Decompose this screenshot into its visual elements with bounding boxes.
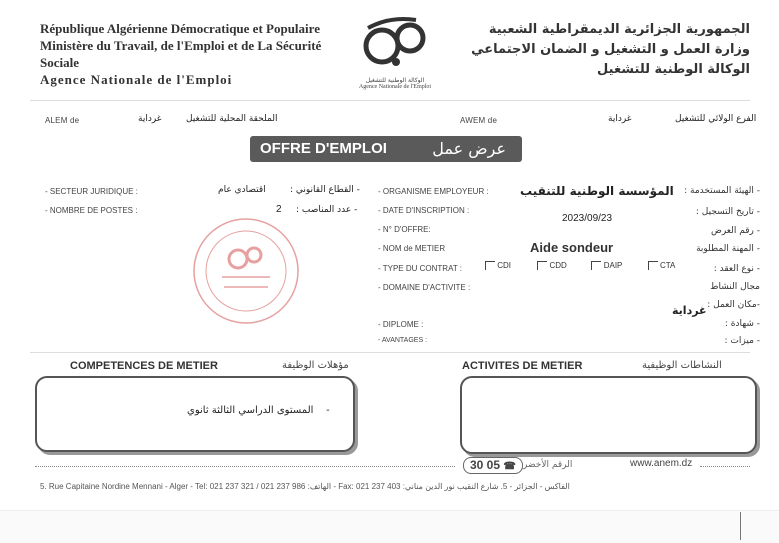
alem-ar-label: الملحقة المحلية للتشغيل	[186, 114, 278, 124]
organisme-label: - ORGANISME EMPLOYEUR :	[378, 187, 489, 196]
activites-box	[460, 376, 757, 454]
phone-icon: ☎	[503, 461, 516, 472]
offre-label: - N° D'OFFRE:	[378, 225, 431, 234]
metier-label: - NOM de METIER	[378, 244, 446, 253]
header-divider	[30, 100, 750, 101]
metier-ar-label: - المهنة المطلوبة	[696, 244, 760, 254]
activites-title: ACTIVITES DE METIER	[462, 360, 583, 372]
postes-value: 2	[276, 204, 282, 215]
awem-ar-label: الفرع الولائي للتشغيل	[675, 114, 757, 124]
awem-label: AWEM de	[460, 116, 498, 125]
official-stamp	[190, 215, 302, 327]
green-number-value: 30 05	[470, 458, 501, 472]
contrat-label: - TYPE DU CONTRAT :	[378, 264, 463, 273]
organisme-ar-label: - الهيئة المستخدمة :	[684, 186, 760, 196]
diplome-ar-label: - شهادة :	[724, 319, 760, 329]
metier-value: Aide sondeur	[530, 240, 614, 255]
footer-line-right	[700, 466, 750, 467]
competences-text: المستوى الدراسي الثالثة ثانوي	[187, 405, 314, 416]
website[interactable]: www.anem.dz	[630, 458, 693, 469]
contrat-option-cdd[interactable]: CDD	[537, 261, 589, 270]
scan-mark	[740, 512, 741, 540]
offre-ar-label: - رقم العرض	[710, 226, 760, 236]
competences-bullet: -	[326, 405, 330, 416]
contrat-option-cdi[interactable]: CDI	[485, 261, 535, 270]
header-fr	[40, 20, 340, 88]
banner-fr: OFFRE D'EMPLOI	[260, 140, 387, 157]
postes-ar-label: - عدد المناصب :	[296, 205, 358, 215]
competences-title: COMPETENCES DE METIER	[70, 360, 218, 372]
green-number-ar: الرقم الأخضر	[523, 460, 573, 470]
daip-checkbox[interactable]	[591, 261, 601, 270]
header-fr-line1: République Algérienne Démocratique et Populaire	[40, 21, 320, 36]
cta-checkbox[interactable]	[648, 261, 658, 270]
page-edge	[0, 510, 779, 543]
header-ar-line3: الوكالة الوطنية للتشغيل	[597, 62, 750, 77]
avantages-label: - AVANTAGES :	[378, 337, 428, 344]
secteur-label: - SECTEUR JURIDIQUE :	[45, 187, 138, 196]
header-fr-line2: Ministère du Travail, de l'Emploi et de La Sécurité Sociale	[40, 38, 322, 70]
header-ar	[440, 20, 750, 80]
green-number	[463, 457, 523, 474]
header-ar-line1: الجمهورية الجزائرية الديمقراطية الشعبية	[488, 22, 750, 37]
contrat-options	[485, 261, 688, 270]
footer-line-left	[35, 466, 455, 467]
competences-item	[187, 405, 330, 416]
offer-banner	[250, 136, 522, 162]
secteur-value: اقتصادي عام	[218, 185, 266, 195]
header-ar-line2: وزارة العمل و التشغيل و الضمان الاجتماعي	[471, 42, 750, 57]
date-label: - DATE D'INSCRIPTION :	[378, 206, 470, 215]
header-fr-line3: Agence Nationale de l'Emploi	[40, 72, 233, 87]
logo-fr-text: Agence Nationale de l'Emploi	[358, 84, 432, 90]
agency-logo	[345, 14, 445, 100]
avantages-ar-label: - ميزات :	[724, 336, 760, 346]
anem-logo-icon	[360, 14, 430, 72]
activites-title-ar: النشاطات الوظيفية	[642, 360, 722, 371]
alem-city: غرداية	[138, 114, 162, 124]
lieu-value: غرداية	[672, 304, 707, 317]
section-divider	[30, 352, 750, 353]
logo-ar-text: الوكالة الوطنية للتشغيل	[365, 77, 425, 84]
lieu-ar-label: -مكان العمل :	[707, 300, 760, 310]
domaine-label: - DOMAINE D'ACTIVITE :	[378, 283, 471, 292]
competences-title-ar: مؤهلات الوظيفة	[282, 360, 349, 371]
contrat-option-cta[interactable]: CTA	[648, 261, 688, 270]
contrat-ar-label: - نوع العقد :	[713, 264, 760, 274]
domaine-ar-label: مجال النشاط	[710, 282, 760, 292]
awem-city: غرداية	[608, 114, 632, 124]
organisme-value: المؤسسة الوطنية للتنقيب	[520, 184, 674, 198]
competences-box	[35, 376, 355, 452]
contrat-option-daip[interactable]: DAIP	[591, 261, 645, 270]
alem-label: ALEM de	[45, 116, 80, 125]
cdd-checkbox[interactable]	[537, 261, 547, 270]
footer-address: 5. Rue Capitaine Nordine Mennani - Alger - Tel: 021 237 321 / 021 237 986 :الهاتف - Fax: 021 237 403 :الفاكس - الجزائر - 5. شارع النقيب نور الدين مناني	[40, 482, 570, 491]
date-value: 2023/09/23	[562, 213, 613, 224]
secteur-ar-label: - القطاع القانوني :	[290, 185, 360, 195]
stamp-icon	[190, 215, 302, 327]
banner-ar: عرض عمل	[432, 139, 506, 158]
diplome-label: - DIPLOME :	[378, 320, 424, 329]
postes-label: - NOMBRE DE POSTES :	[45, 206, 138, 215]
date-ar-label: - تاريخ التسجيل :	[695, 207, 760, 217]
cdi-checkbox[interactable]	[485, 261, 495, 270]
